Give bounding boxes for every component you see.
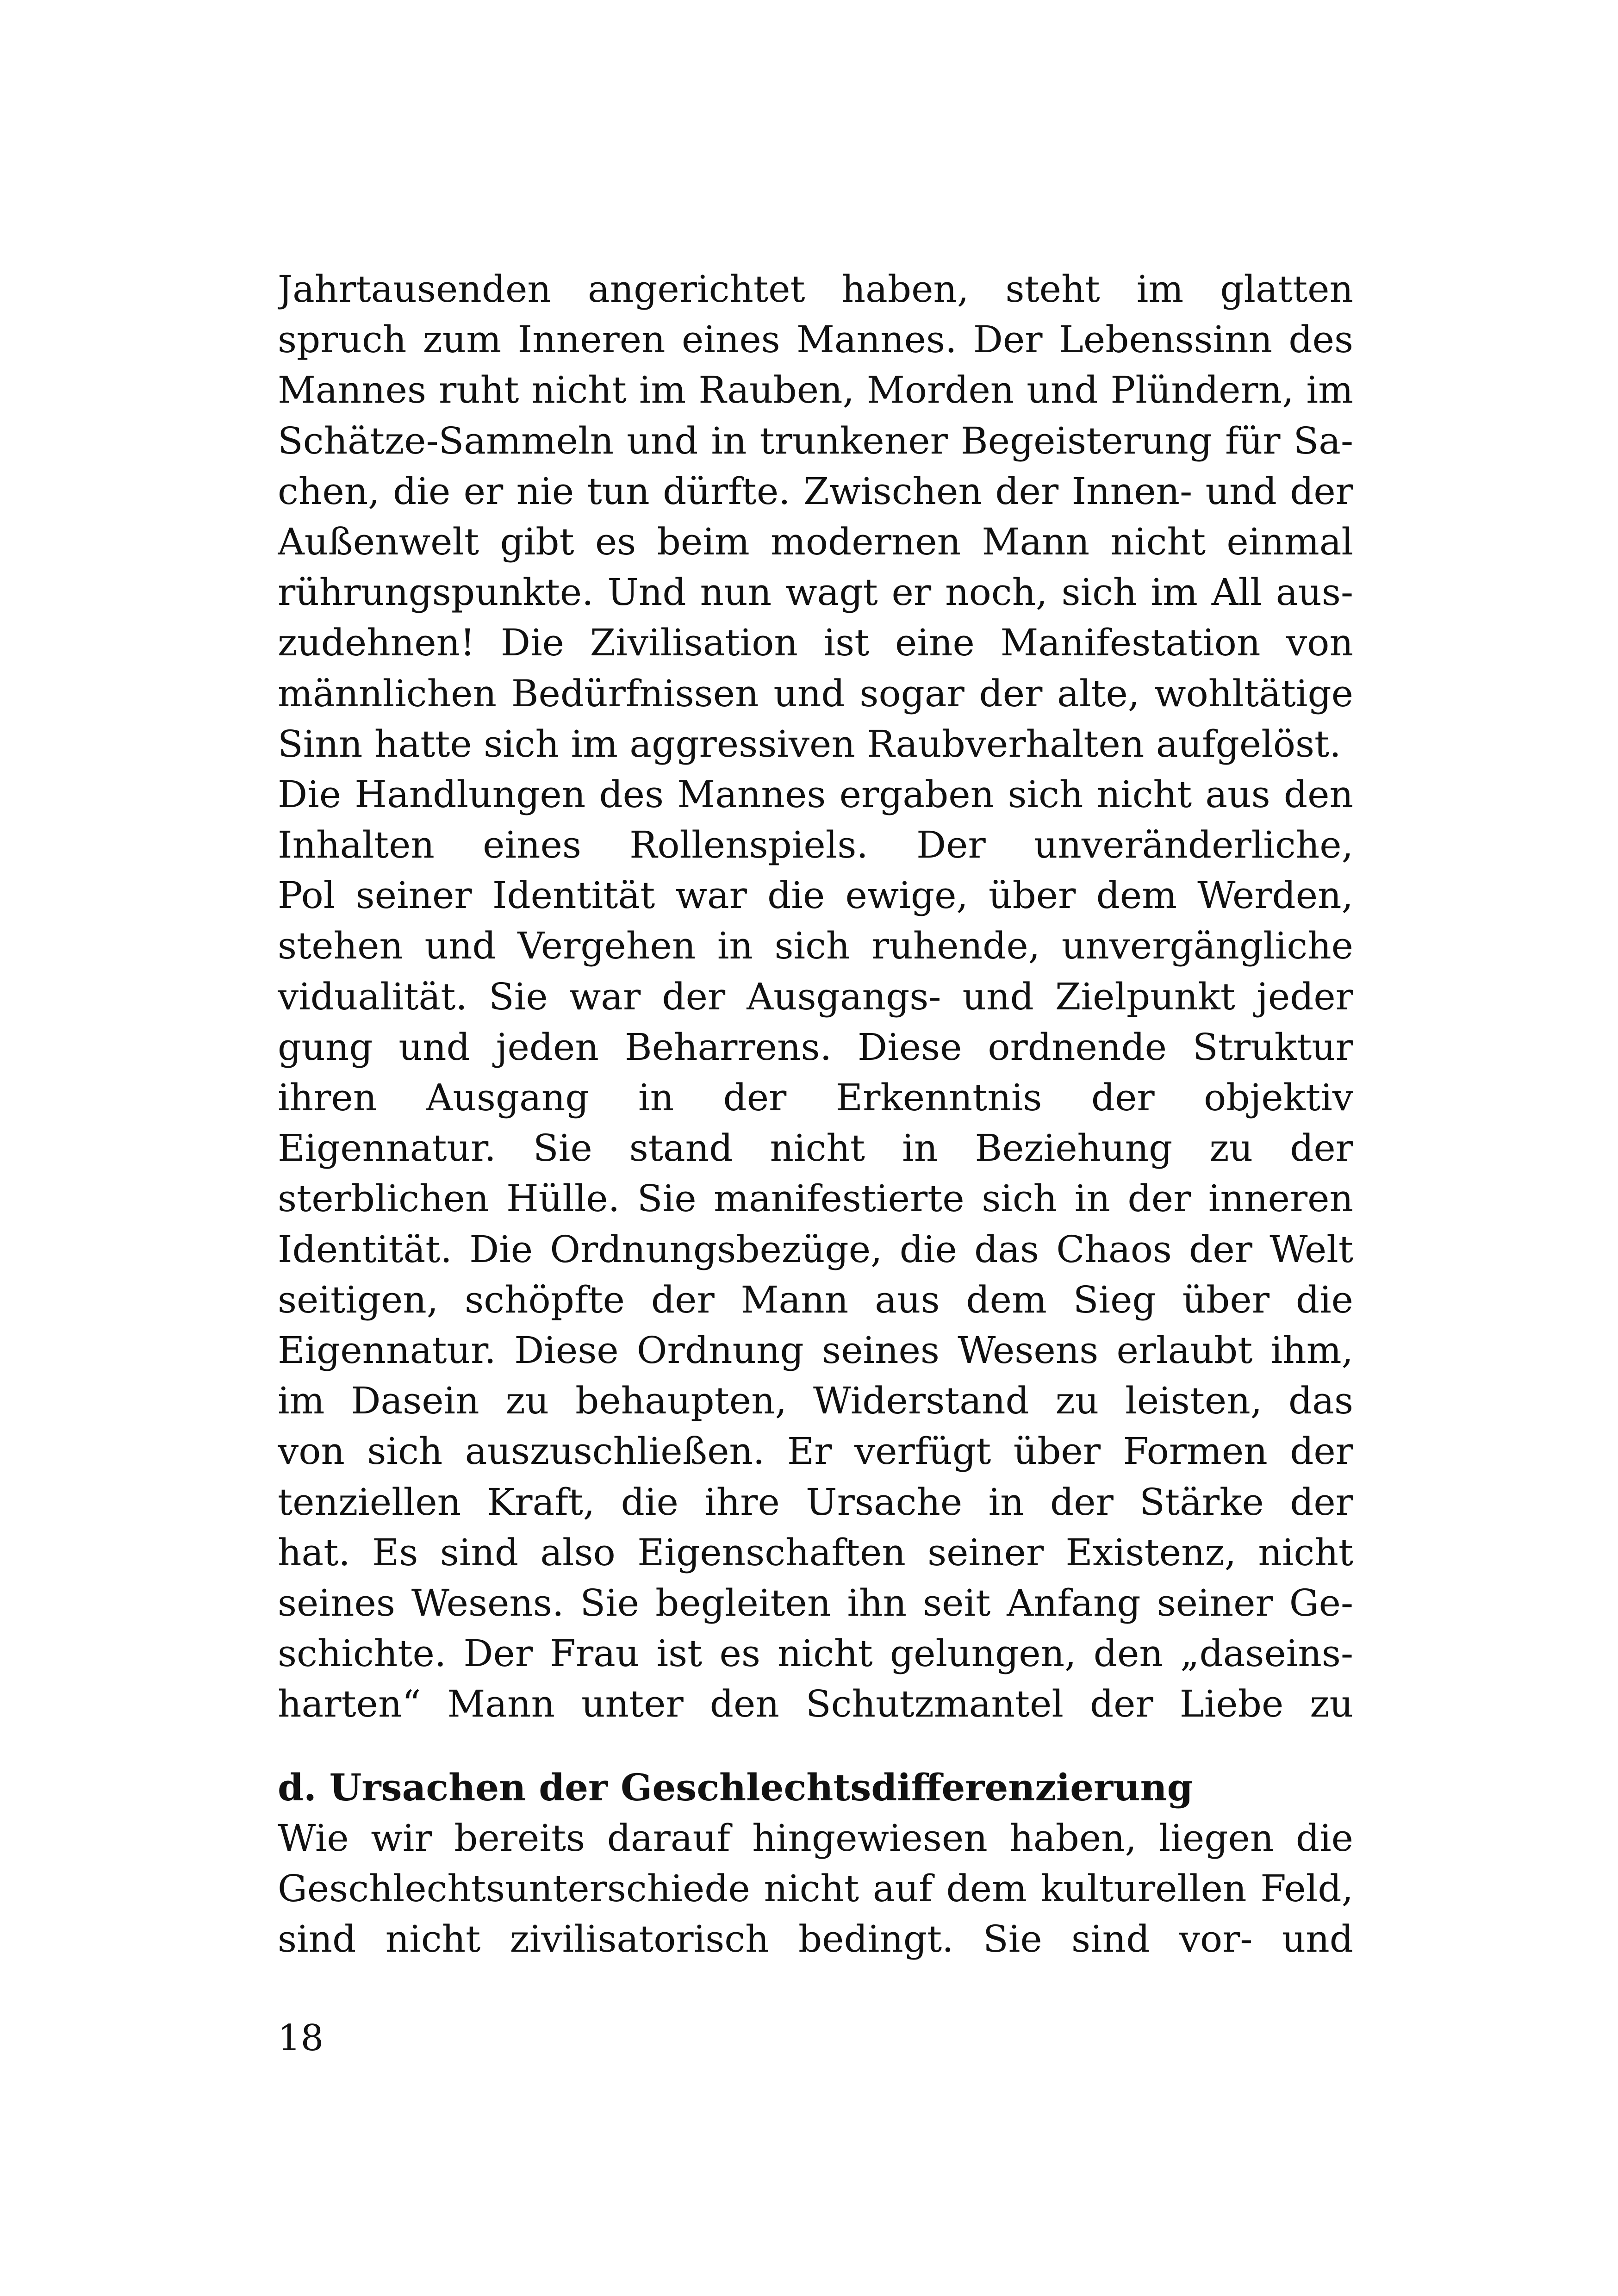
section-body-text: [278, 1813, 1353, 1965]
text-line: stehen und Vergehen in sich ruhende, unvergängliche: [278, 924, 1353, 968]
text-line: männlichen Bedürfnissen und sogar der alte, wohltätige: [278, 672, 1353, 715]
text-line: Außenwelt gibt es beim modernen Mann nicht einmal: [278, 520, 1353, 563]
text-line: schichte. Der Frau ist es nicht gelungen, den „daseins-: [278, 1632, 1353, 1675]
text-line: Sinn hatte sich im aggressiven Raubverhalten aufgelöst.: [278, 722, 1341, 765]
text-line: Eigennatur. Diese Ordnung seines Wesens erlaubt ihm,: [278, 1328, 1353, 1372]
text-line: Schätze-Sammeln und in trunkener Begeisterung für Sa-: [278, 419, 1353, 462]
text-line: von sich auszuschließen. Er verfügt über Formen der: [278, 1430, 1353, 1473]
paragraph: [278, 769, 1353, 1730]
body-text: [278, 264, 1353, 1729]
text-line: Eigennatur. Sie stand nicht in Beziehung zu der: [278, 1126, 1353, 1170]
text-line: gung und jeden Beharrens. Diese ordnende Struktur: [278, 1025, 1353, 1069]
text-line: sind nicht zivilisatorisch bedingt. Sie sind vor- und: [278, 1917, 1353, 1961]
text-line: Die Handlungen des Mannes ergaben sich nicht aus den: [278, 772, 1353, 816]
text-line: chen, die er nie tun dürfte. Zwischen der Innen- und der: [278, 469, 1353, 513]
text-line: harten“ Mann unter den Schutzmantel der Liebe zu: [278, 1682, 1353, 1726]
text-line: ihren Ausgang in der Erkenntnis der objektiv: [278, 1076, 1353, 1119]
text-line: vidualität. Sie war der Ausgangs- und Zielpunkt jeder: [278, 975, 1353, 1018]
text-line: seines Wesens. Sie begleiten ihn seit Anfang seiner Ge-: [278, 1581, 1353, 1624]
paragraph: [278, 264, 1353, 769]
text-line: Geschlechtsunterschiede nicht auf dem kulturellen Feld,: [278, 1867, 1353, 1910]
text-line: im Dasein zu behaupten, Widerstand zu leisten, das: [278, 1379, 1353, 1423]
text-line: rührungspunkte. Und nun wagt er noch, sich im All aus-: [278, 571, 1353, 614]
text-line: Jahrtausenden angerichtet haben, steht im glatten: [278, 268, 1353, 311]
text-line: sterblichen Hülle. Sie manifestierte sich in der inneren: [278, 1177, 1353, 1220]
page-number: 18: [278, 2017, 324, 2059]
text-line: Identität. Die Ordnungsbezüge, die das Chaos der Welt: [278, 1227, 1353, 1271]
text-line: Pol seiner Identität war die ewige, über dem Werden,: [278, 874, 1353, 917]
section-heading: d. Ursachen der Geschlechtsdifferenzierung: [278, 1766, 1193, 1809]
text-line: tenziellen Kraft, die ihre Ursache in der Stärke der: [278, 1480, 1353, 1524]
paragraph: [278, 1813, 1353, 1965]
text-line: zudehnen! Die Zivilisation ist eine Manifestation von: [278, 621, 1353, 665]
text-line: hat. Es sind also Eigenschaften seiner Existenz, nicht: [278, 1531, 1353, 1574]
text-line: spruch zum Inneren eines Mannes. Der Lebenssinn des: [278, 318, 1353, 361]
text-line: Wie wir bereits darauf hingewiesen haben, liegen die: [278, 1817, 1353, 1860]
text-line: Inhalten eines Rollenspiels. Der unveränderliche,: [278, 823, 1353, 867]
text-line: Mannes ruht nicht im Rauben, Morden und Plündern, im: [278, 368, 1353, 412]
text-line: seitigen, schöpfte der Mann aus dem Sieg über die: [278, 1278, 1353, 1321]
